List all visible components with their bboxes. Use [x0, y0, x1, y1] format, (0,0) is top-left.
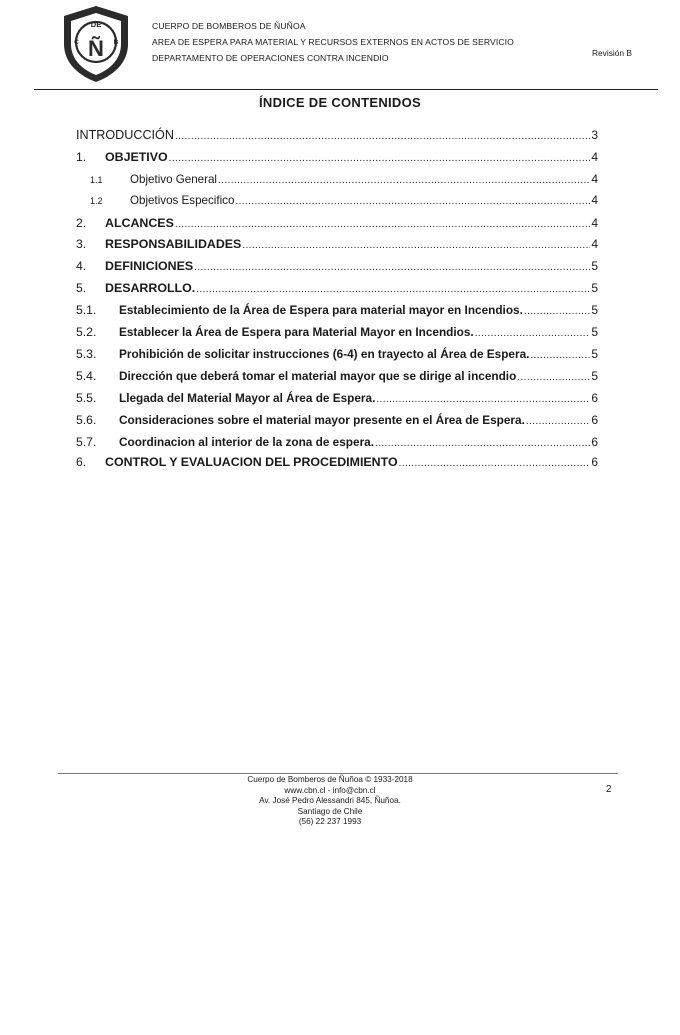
footer-phone: (56) 22 237 1993 — [298, 817, 362, 826]
toc-leader-dots — [242, 240, 590, 251]
toc-entry[interactable] — [76, 281, 598, 303]
toc-entry[interactable] — [76, 435, 598, 457]
toc-entry-page: 4 — [591, 216, 598, 230]
toc-entry-label: Establecer la Área de Espera para Material Mayor en Incendios. — [119, 325, 474, 339]
toc-entry-page: 5 — [591, 259, 598, 273]
toc-entry-page: 6 — [591, 435, 598, 449]
toc-entry-label: Dirección que deberá tomar el material mayor que se dirige al incendio — [119, 369, 517, 383]
toc-entry-page: 4 — [591, 193, 598, 207]
toc-entry[interactable] — [76, 455, 598, 477]
toc-entry[interactable] — [76, 259, 598, 281]
logo-letter-center: Ñ — [88, 36, 104, 61]
footer-city: Santiago de Chile — [297, 806, 363, 816]
footer-address: Av. José Pedro Alessandri 845, Ñuñoa. — [259, 796, 401, 805]
toc-entry-number: 6. — [76, 455, 87, 469]
logo-letters-de: DE — [90, 20, 102, 29]
toc-entry-number: 5.4. — [76, 369, 97, 383]
toc-entry-page: 5 — [591, 347, 598, 361]
toc-entry-label: DEFINICIONES — [105, 259, 194, 273]
toc-entry-label: Coordinacion al interior de la zona de espera. — [119, 435, 375, 449]
toc-leader-dots — [196, 284, 590, 295]
page-footer — [0, 775, 680, 828]
toc-entry[interactable] — [76, 150, 598, 172]
toc-entry[interactable] — [76, 128, 598, 150]
toc-entry[interactable] — [76, 369, 598, 391]
toc-entry-label: Prohibición de solicitar instrucciones (6-4) en trayecto al Área de Espera. — [119, 347, 530, 361]
logo-letter-c: C — [74, 39, 79, 46]
revision-label: Revisión B — [591, 48, 632, 58]
toc-entry-label: ALCANCES — [105, 216, 174, 230]
toc-entry-number: 5.6. — [76, 413, 97, 427]
toc-entry-label: OBJETIVO — [105, 150, 168, 164]
toc-entry-number: 5. — [76, 281, 87, 295]
header-divider — [34, 89, 658, 90]
toc-entry-number: 1. — [76, 150, 87, 164]
toc-entry[interactable] — [76, 325, 598, 347]
toc-entry-number: 5.1. — [76, 303, 97, 317]
toc-leader-dots — [169, 153, 591, 164]
toc-entry[interactable] — [76, 347, 598, 369]
toc-leader-dots — [475, 328, 591, 339]
page-header — [0, 0, 680, 92]
toc-leader-dots — [526, 416, 590, 427]
fire-department-shield-logo — [58, 4, 134, 84]
toc-entry-number: 4. — [76, 259, 87, 273]
toc-entry-label: DESARROLLO. — [105, 281, 196, 295]
header-text-block — [152, 18, 514, 66]
toc-entry-label: Objetivos Especifico — [130, 194, 235, 207]
toc-entry-page: 4 — [591, 172, 598, 186]
toc-entry[interactable] — [76, 391, 598, 413]
toc-entry-page: 3 — [591, 128, 598, 142]
toc-entry-label: INTRODUCCIÓN — [76, 128, 174, 142]
toc-entry-label: CONTROL Y EVALUACION DEL PROCEDIMIENTO — [105, 455, 398, 469]
toc-entry[interactable] — [76, 303, 598, 325]
toc-entry-number: 5.5. — [76, 391, 97, 405]
logo-letter-b: B — [113, 39, 119, 46]
toc-entry-number: 2. — [76, 216, 87, 230]
toc-entry-page: 5 — [591, 281, 598, 295]
toc-entry-page: 6 — [591, 413, 598, 427]
header-organization: CUERPO DE BOMBEROS DE ÑUÑOA — [152, 21, 306, 31]
toc-leader-dots — [517, 372, 590, 383]
toc-entry-label: RESPONSABILIDADES — [105, 237, 242, 251]
toc-entry[interactable] — [76, 193, 598, 215]
footer-copyright: Cuerpo de Bomberos de Ñuñoa © 1933-2018 — [247, 775, 413, 784]
toc-entry-page: 4 — [591, 150, 598, 164]
toc-leader-dots — [194, 262, 590, 273]
toc-leader-dots — [175, 131, 590, 142]
toc-entry[interactable] — [76, 413, 598, 435]
toc-leader-dots — [175, 219, 590, 230]
toc-entry-page: 5 — [591, 325, 598, 339]
toc-entry-page: 5 — [591, 303, 598, 317]
toc-leader-dots — [399, 458, 591, 469]
toc-title: ÍNDICE DE CONTENIDOS — [258, 95, 421, 110]
toc-entry-number: 1.1 — [90, 175, 103, 185]
toc-entry-label: Llegada del Material Mayor al Área de Espera. — [119, 391, 376, 405]
footer-divider — [58, 773, 618, 774]
toc-entry-number: 3. — [76, 237, 87, 251]
toc-entry[interactable] — [76, 216, 598, 238]
toc-entry-page: 4 — [591, 237, 598, 251]
toc-entry-number: 1.2 — [90, 196, 103, 206]
toc-entry-page: 5 — [591, 369, 598, 383]
toc-entry-label: Consideraciones sobre el material mayor presente en el Área de Espera. — [119, 413, 525, 427]
toc-entry[interactable] — [76, 172, 598, 194]
toc-leader-dots — [530, 350, 590, 361]
toc-entry-number: 5.7. — [76, 435, 97, 449]
header-department: DEPARTAMENTO DE OPERACIONES CONTRA INCENDIO — [152, 53, 389, 63]
header-document-title: AREA DE ESPERA PARA MATERIAL Y RECURSOS EXTERNOS EN ACTOS DE SERVICIO — [152, 37, 514, 47]
page-number: 2 — [606, 784, 612, 795]
toc-leader-dots — [524, 306, 590, 317]
toc-entry-number: 5.2. — [76, 325, 97, 339]
toc-entry-label: Objetivo General — [130, 173, 217, 186]
footer-contact: www.cbn.cl - info@cbn.cl — [284, 785, 376, 795]
toc-entry-page: 6 — [591, 391, 598, 405]
toc-leader-dots — [218, 175, 590, 186]
toc-leader-dots — [235, 196, 590, 207]
toc-entry-page: 6 — [591, 455, 598, 469]
toc-entry-number: 5.3. — [76, 347, 97, 361]
toc-leader-dots — [376, 394, 590, 405]
toc-entry-label: Establecimiento de la Área de Espera para material mayor en Incendios. — [119, 303, 523, 317]
toc-entry[interactable] — [76, 237, 598, 259]
toc-leader-dots — [375, 438, 590, 449]
